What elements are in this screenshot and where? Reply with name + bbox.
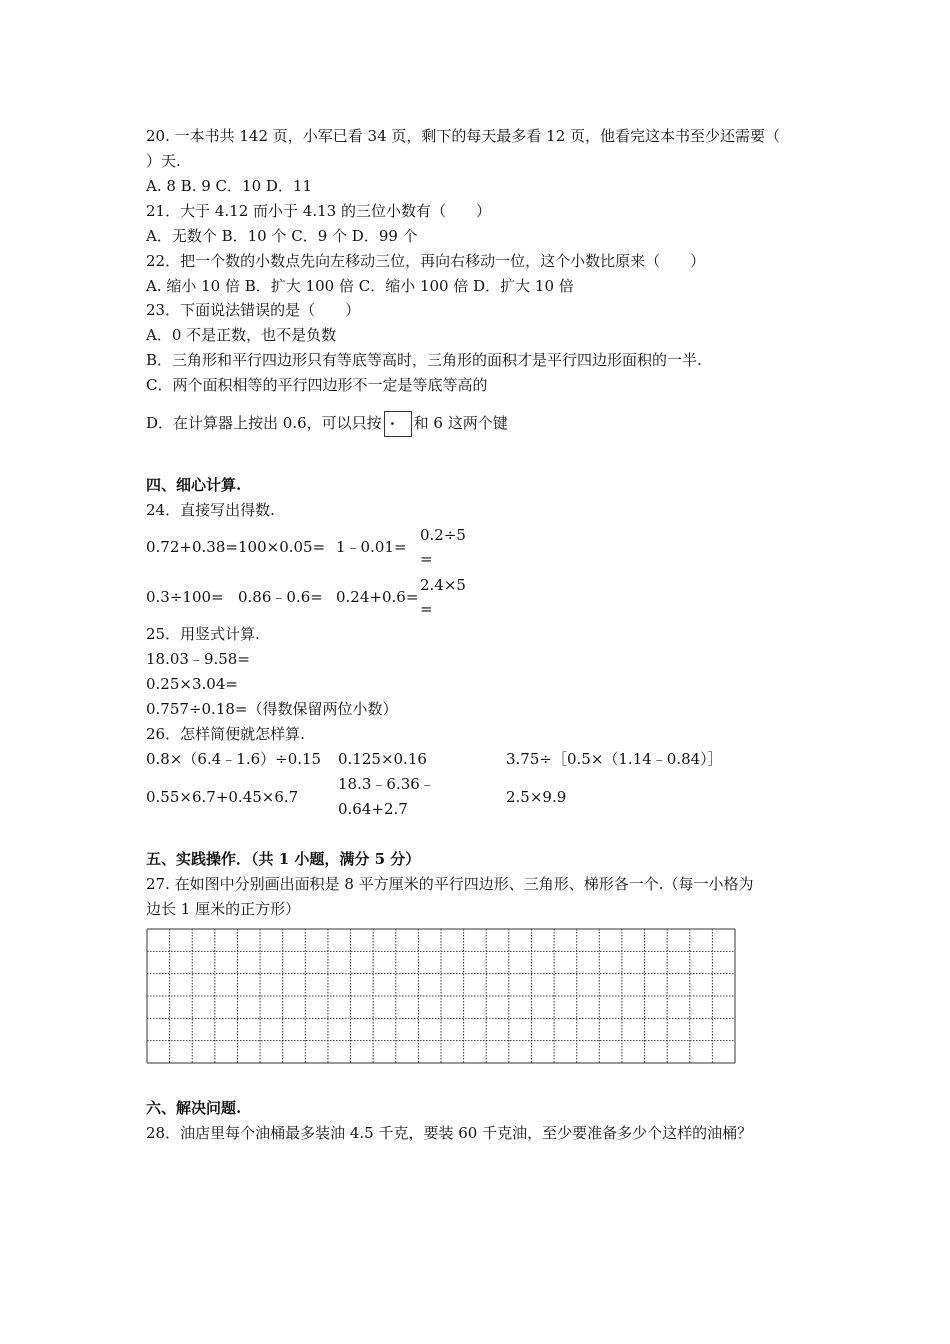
q26-r2-c3: 2.5×9.9 xyxy=(506,788,567,806)
q26-r1-c3: 3.75÷［0.5×（1.14﹣0.84）］ xyxy=(506,750,723,768)
q26-r2-c2-bottom: 0.64+2.7 xyxy=(338,800,408,818)
q24-r1-c4-top: 0.2÷5 xyxy=(420,526,466,544)
q22-options: A. 缩小 10 倍 B．扩大 100 倍 C．缩小 100 倍 D．扩大 10 倍 xyxy=(146,277,574,295)
q23-d-text-after: 和 6 这两个键 xyxy=(413,414,508,432)
q24-r1-c4-bottom: = xyxy=(420,550,433,568)
q26-r2-c1: 0.55×6.7+0.45×6.7 xyxy=(146,788,299,806)
calculator-dot-key-box: ． xyxy=(384,411,412,437)
q24-r2-c2: 0.86﹣0.6= xyxy=(238,588,323,606)
q24-r2-c1: 0.3÷100= xyxy=(146,588,224,606)
q24-r2-c4-bottom: = xyxy=(420,600,433,618)
q27-stem-line2: 边长 1 厘米的正方形） xyxy=(146,900,301,918)
q21-stem: 21．大于 4.12 而小于 4.13 的三位小数有（ ） xyxy=(146,202,491,220)
q25-stem: 25．用竖式计算. xyxy=(146,625,260,643)
q22-stem: 22．把一个数的小数点先向左移动三位，再向右移动一位，这个小数比原来（ ） xyxy=(146,252,706,270)
q25-item-2: 0.25×3.04= xyxy=(146,675,238,693)
q26-r2-c2-top: 18.3﹣6.36﹣ xyxy=(338,775,435,793)
section-4-title: 四、细心计算. xyxy=(146,476,242,494)
q20-stem-line2: ）天. xyxy=(146,152,181,170)
q27-stem-line1: 27. 在如图中分别画出面积是 8 平方厘米的平行四边形、三角形、梯形各一个.（每一小格为 xyxy=(146,875,754,893)
q24-stem: 24．直接写出得数. xyxy=(146,501,275,519)
q24-r2-c4-top: 2.4×5 xyxy=(420,576,466,594)
q23-option-d xyxy=(146,411,508,437)
q23-option-b: B．三角形和平行四边形只有等底等高时，三角形的面积才是平行四边形面积的一半. xyxy=(146,351,702,369)
q24-r2-c3: 0.24+0.6= xyxy=(336,588,419,606)
q24-r1-c2: 100×0.05= xyxy=(238,538,326,556)
q25-item-3: 0.757÷0.18=（得数保留两位小数） xyxy=(146,700,398,718)
q26-r1-c1: 0.8×（6.4﹣1.6）÷0.15 xyxy=(146,750,322,768)
q24-r1-c3: 1﹣0.01= xyxy=(336,538,407,556)
q25-item-1: 18.03﹣9.58= xyxy=(146,650,250,668)
q21-options: A．无数个 B．10 个 C．9 个 D．99 个 xyxy=(146,227,418,245)
section-6-title: 六、解决问题. xyxy=(146,1099,242,1117)
section-5-title: 五、实践操作．（共 1 小题，满分 5 分） xyxy=(146,850,421,868)
q24-r1-c1: 0.72+0.38= xyxy=(146,538,238,556)
q23-option-c: C．两个面积相等的平行四边形不一定是等底等高的 xyxy=(146,376,488,394)
q28-stem: 28．油店里每个油桶最多装油 4.5 千克，要装 60 千克油，至少要准备多少个这样的油桶？ xyxy=(146,1124,753,1142)
q23-option-a: A．0 不是正数，也不是负数 xyxy=(146,326,337,344)
q26-r1-c2: 0.125×0.16 xyxy=(338,750,427,768)
q23-stem: 23．下面说法错误的是（ ） xyxy=(146,301,361,319)
square-grid xyxy=(146,928,736,1064)
q20-options: A. 8 B. 9 C．10 D．11 xyxy=(146,177,312,195)
q26-stem: 26．怎样简便就怎样算. xyxy=(146,725,305,743)
q23-d-text-before: D．在计算器上按出 0.6，可以只按 xyxy=(146,414,382,432)
q20-stem-line1: 20. 一本书共 142 页，小军已看 34 页，剩下的每天最多看 12 页，他看完这本书至少还需要（ xyxy=(146,127,781,145)
